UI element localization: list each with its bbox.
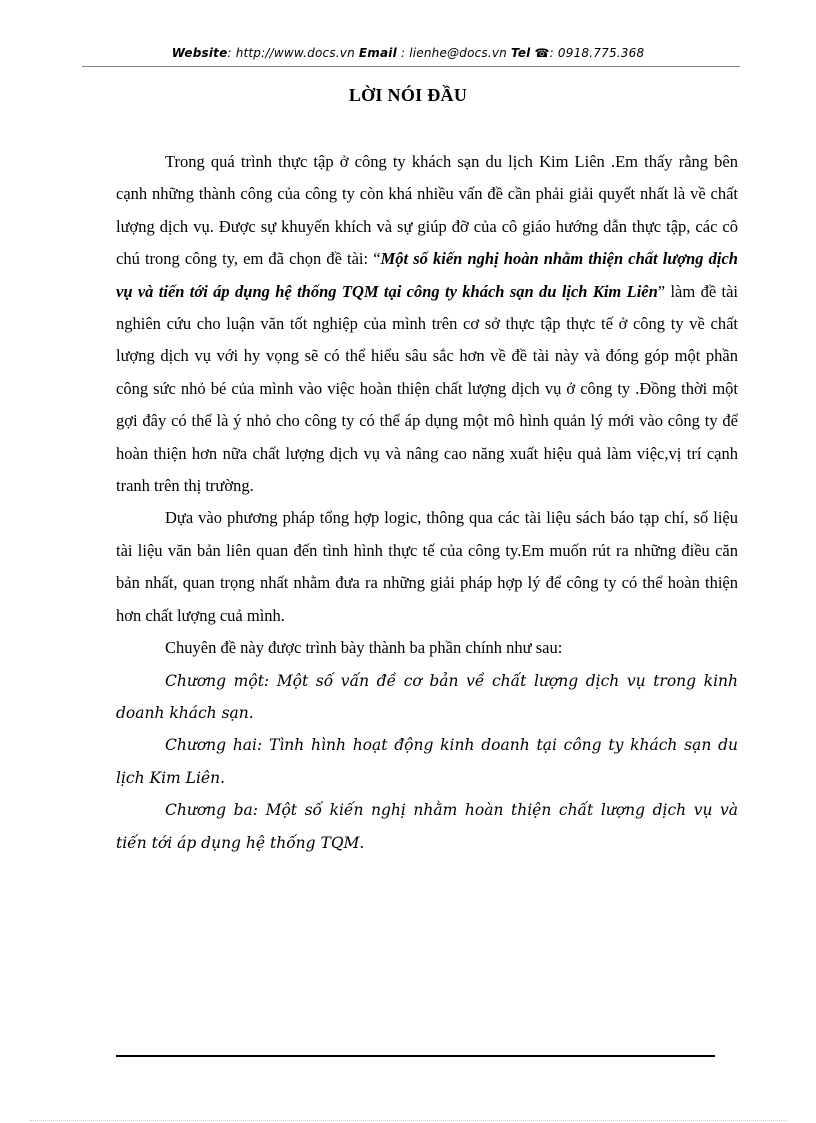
page-title: LỜI NÓI ĐẦU bbox=[348, 85, 468, 105]
tel-label: Tel bbox=[511, 46, 531, 60]
chapter-three: Chương ba: Một số kiến nghị nhằm hoàn thiện chất lượng dịch vụ và tiến tới áp dụng hệ thống TQM. bbox=[116, 801, 738, 852]
intro-text-end: ” làm đề tài nghiên cứu cho luận văn tốt nghiệp của mình trên cơ sở thực tập thực tế ở công ty về chất lượng dịch vụ với hy vọng sẽ có thể hiểu sâu sắc hơn về đề tài này và đóng góp một phần công sức nhỏ bé của mình vào việc hoàn thiện chất lượng dịch vụ ở công ty .Đồng thời một gợi đây có thể là ý nhỏ cho công ty có thể áp dụng một mô hình quản lý mới vào công ty để hoàn thiện hơn nữa chất lượng dịch vụ và nâng cao năng xuất hiệu quả làm việc,vị trí cạnh tranh trên thị trường. bbox=[116, 281, 738, 496]
document-body bbox=[116, 146, 738, 859]
email-separator: : bbox=[396, 46, 410, 60]
email-address[interactable]: lienhe@docs.vn bbox=[409, 46, 507, 60]
email-label: Email bbox=[358, 46, 397, 60]
paragraph-intro bbox=[116, 146, 738, 502]
footer-divider bbox=[116, 1055, 715, 1057]
intro-text-start: Trong quá trình thực tập ở công ty khách sạn du lịch Kim Liên .Em thấy rằng bên cạnh những thành công của công ty còn khá nhiều vấn đề cần phải giải quyết nhất là về chất lượng dịch vụ. Được sự khuyến khích và sự giúp đỡ của cô giáo hướng dẫn thực tập, các cô chú trong công ty, em đã chọn đề tài: “ bbox=[116, 152, 738, 269]
phone-number: : 0918.775.368 bbox=[549, 46, 645, 60]
website-label: Website bbox=[171, 46, 228, 60]
paragraph-structure: Chuyên đề này được trình bày thành ba phần chính như sau: bbox=[165, 638, 563, 658]
header-divider bbox=[82, 66, 740, 67]
page-bottom-border bbox=[30, 1120, 786, 1121]
paragraph-method: Dựa vào phương pháp tổng hợp logic, thông qua các tài liệu sách báo tạp chí, số liệu tài liệu văn bản liên quan đến tình hình thực tế của công ty.Em muốn rút ra những điều căn bản nhất, quan trọng nhất nhằm đưa ra những giải pháp hợp lý để công ty có thể hoàn thiện hơn chất lượng cuả mình. bbox=[116, 508, 738, 625]
website-url[interactable]: http://www.docs.vn bbox=[235, 46, 355, 60]
chapter-one: Chương một: Một số vấn đề cơ bản về chất lượng dịch vụ trong kinh doanh khách sạn. bbox=[116, 671, 738, 722]
thesis-topic: Một số kiến nghị hoàn nhằm thiện chất lượng dịch vụ và tiến tới áp dụng hệ thống TQM tại công ty khách sạn du lịch Kim Liên bbox=[116, 249, 738, 301]
chapter-two: Chương hai: Tình hình hoạt động kinh doanh tại công ty khách sạn du lịch Kim Liên. bbox=[116, 736, 738, 787]
page-header bbox=[30, 46, 786, 60]
phone-icon: ☎ bbox=[534, 46, 550, 60]
website-separator: : bbox=[227, 46, 236, 60]
